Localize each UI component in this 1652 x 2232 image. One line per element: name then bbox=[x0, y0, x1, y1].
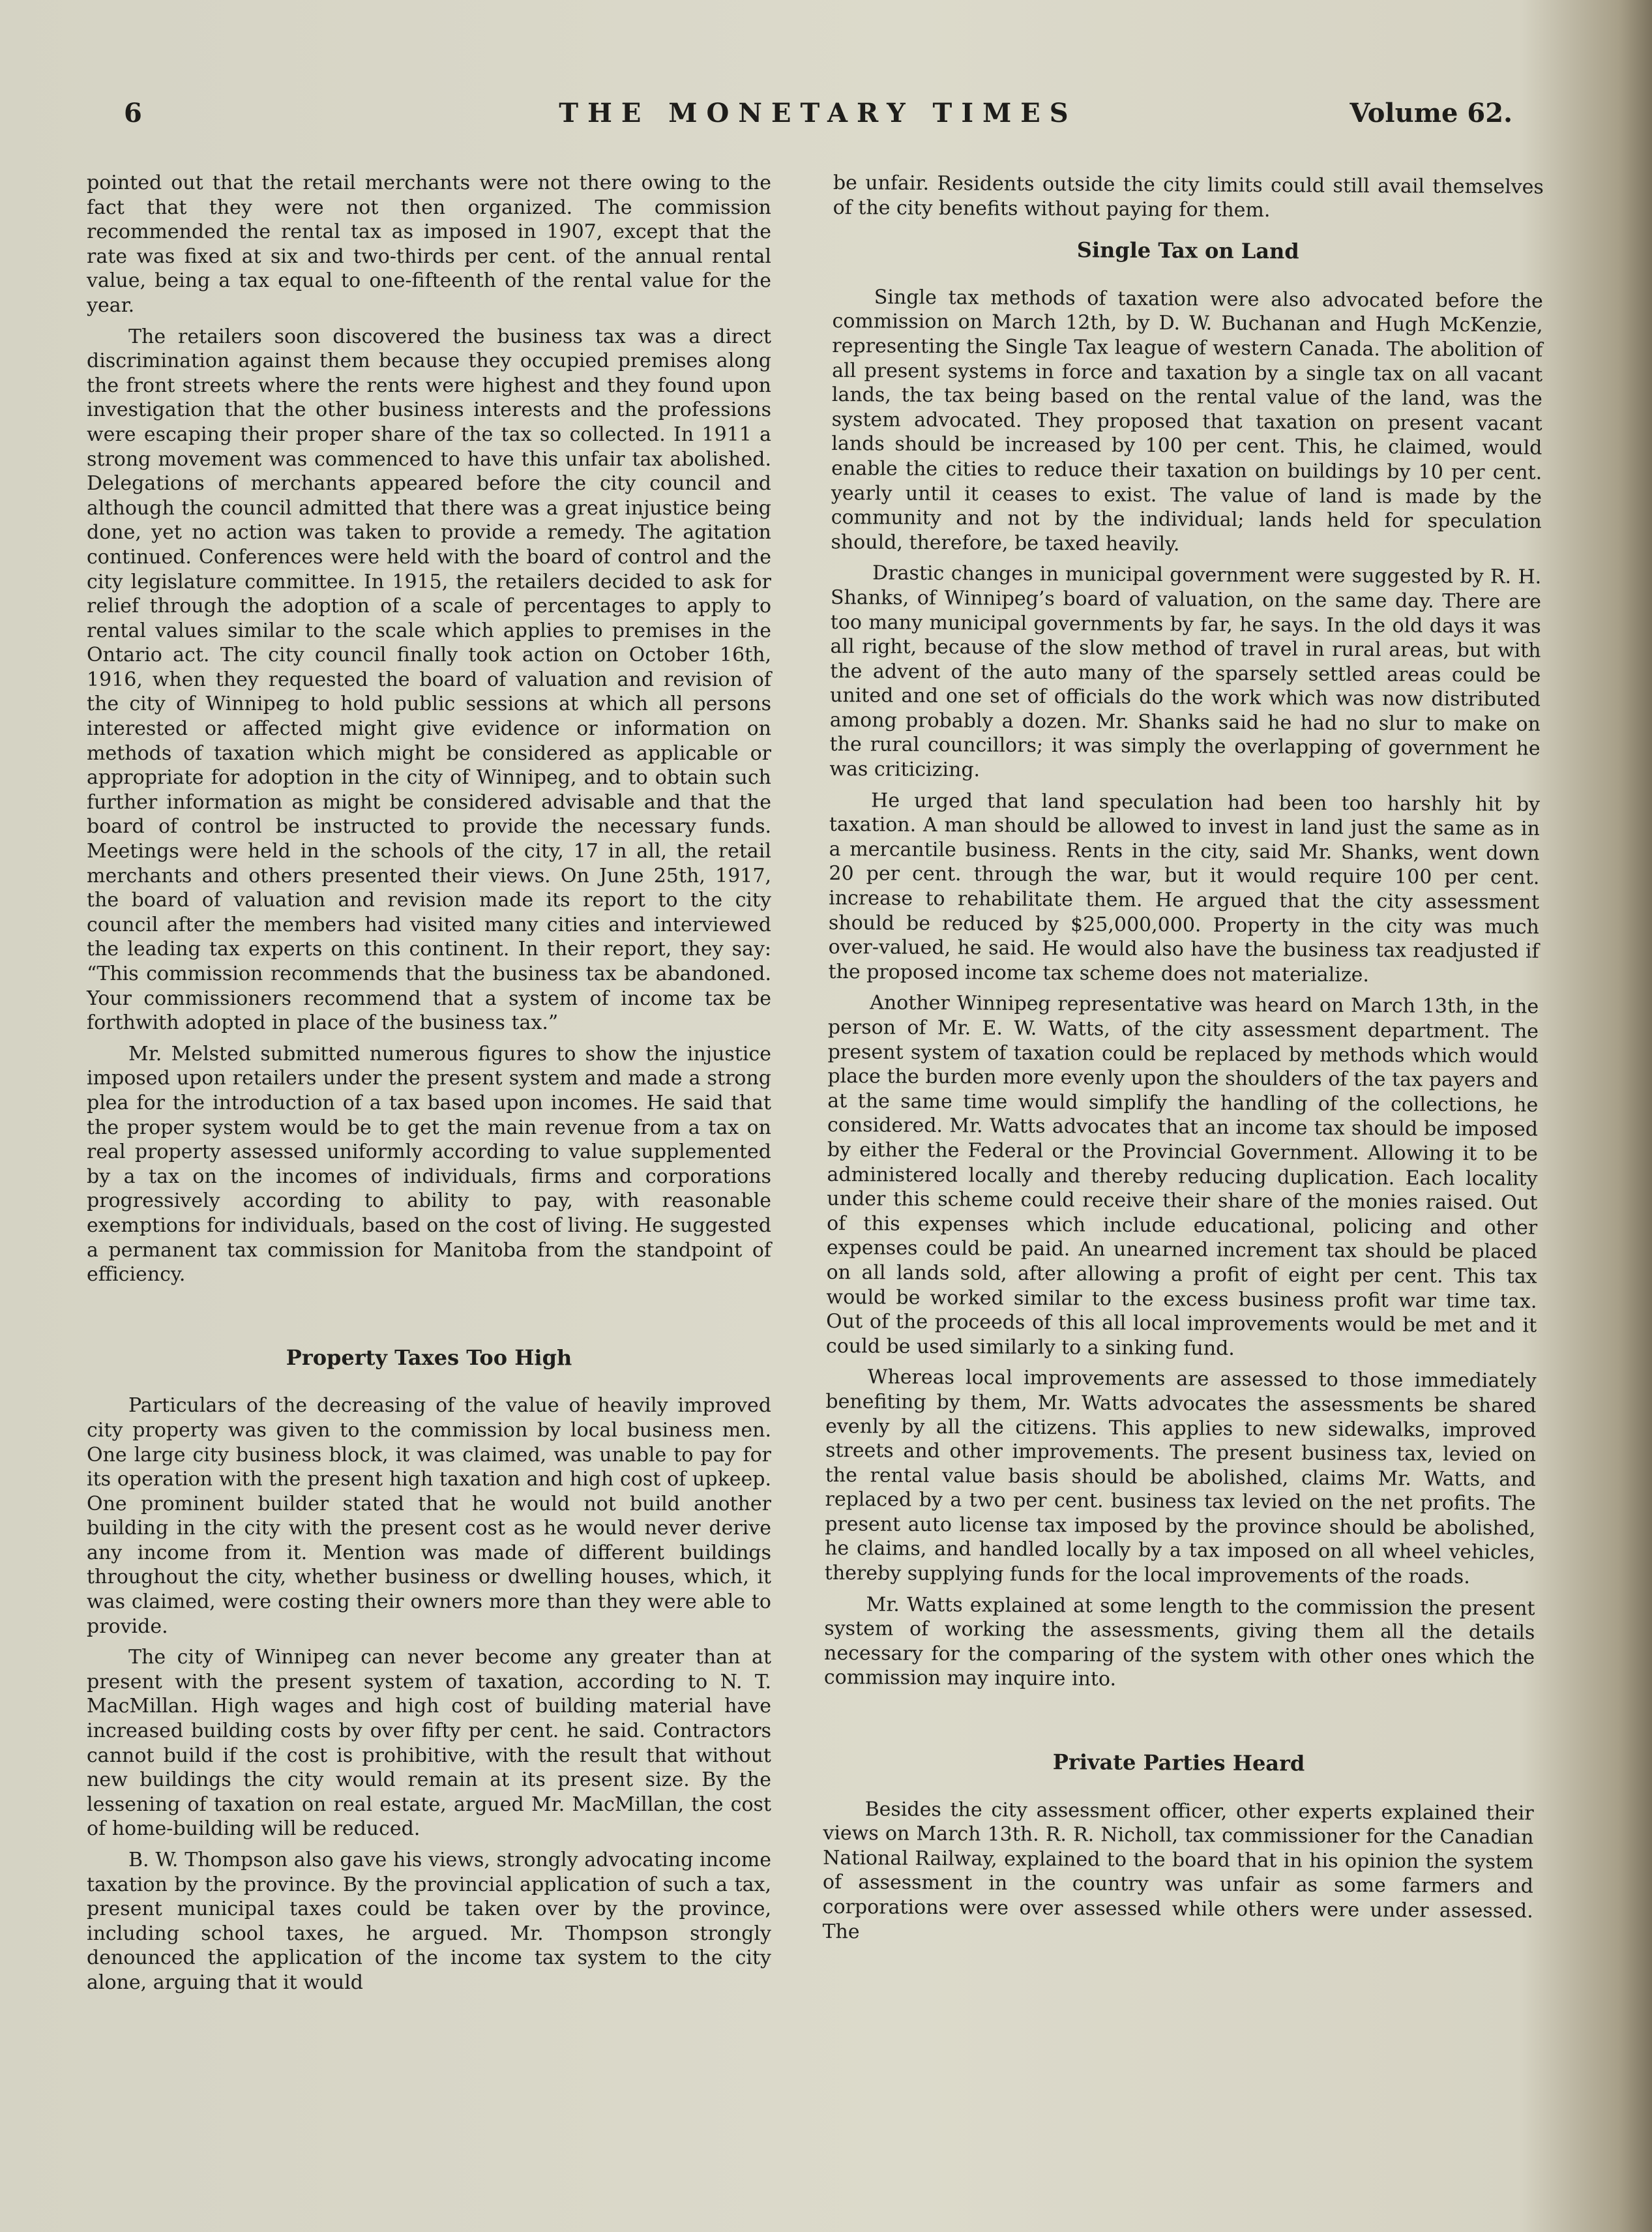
section-heading-property-taxes: Property Taxes Too High bbox=[286, 1345, 572, 1370]
paragraph: be unfair. Residents outside the city limits could still avail themselves of the city benefits without paying for them. bbox=[833, 171, 1544, 222]
paragraph: Particulars of the decreasing of the value of heavily improved city property was given to the commission by local business men. One large city business block, it was claimed, was unable to pay for its operation with the present high taxation and high cost of upkeep. One prominent builder stated that he would not build another building in the city with the present cost as he would never derive any income from it. Mention was made of different buildings throughout the city, whether business or dwelling houses, which, it was claimed, were costing their owners more than they were able to provide. bbox=[87, 1394, 771, 1638]
masthead-title: THE MONETARY TIMES bbox=[559, 98, 1078, 128]
paragraph: The city of Winnipeg can never become any greater than at present with the present system of taxation, according to N. T. MacMillan. High wages and high cost of building material have increased building costs by over fifty per cent. he said. Contractors cannot build if the cost is prohibitive, with the result that without new buildings the city would remain at its present size. By the lessening of taxation on real estate, argued Mr. MacMillan, the cost of home-building will be reduced. bbox=[87, 1646, 771, 1841]
paragraph: pointed out that the retail merchants were not there owing to the fact that they were not then organized. The commission recommended the rental tax as imposed in 1907, except that the rate was fixed at six and two-thirds per cent. of the annual rental value, being a tax equal to one-fifteenth of the rental value for the year. bbox=[87, 171, 771, 317]
section-heading-single-tax: Single Tax on Land bbox=[1076, 237, 1299, 264]
paragraph: Drastic changes in municipal government were suggested by R. H. Shanks, of Winnipeg’s board of valuation, on the same day. There are too many municipal governments by far, he says. In the old days it was all right, because of the slow method of travel in rural areas, but with the advent of the auto many of the sparsely settled areas could be united and one set of officials do the work which was now distributed among probably a dozen. Mr. Shanks said he had no slur to make on the rural councillors; it was simply the overlapping of government he was criticizing. bbox=[829, 561, 1542, 782]
paragraph: Besides the city assessment officer, other experts explained their views on March 13th. R. R. Nicholl, tax commissioner for the Canadian National Railway, explained to the board that in his opinion the system of assessment in the country was unfair as some farmers and corporations were over assessed while others were under assessed. The bbox=[822, 1797, 1534, 1943]
paragraph: Another Winnipeg representative was heard on March 13th, in the person of Mr. E. W. Watts, of the city assessment department. The present system of taxation could be replaced by methods which would place the burden more evenly upon the shoulders of the tax payers and at the same time would simplify the handling of the collections, he considered. Mr. Watts advocates that an income tax should be imposed by either the Federal or the Provincial Government. Allowing it to be administered locally and thereby reducing duplication. Each locality under this scheme could receive their share of the monies raised. Out of this expenses which include educational, policing and other expenses could be paid. An unearned increment tax should be placed on all lands sold, after allowing a profit of eight per cent. This tax would be worked similar to the excess business profit war time tax. Out of the proceeds of this all local improvements would be met and it could be used similarly to a sinking fund. bbox=[825, 991, 1539, 1360]
paragraph: Mr. Melsted submitted numerous figures to show the injustice imposed upon retailers under the present system and made a strong plea for the introduction of a tax based upon incomes. He said that the proper system would be to get the main revenue from a tax on real property assessed uniformly according to value supplemented by a tax on the incomes of individuals, firms and corporations progressively according to ability to pay, with reasonable exemptions for individuals, based on the cost of living. He suggested a permanent tax commission for Manitoba from the standpoint of efficiency. bbox=[87, 1042, 771, 1287]
paragraph: Single tax methods of taxation were also advocated before the commission on March 12th, by D. W. Buchanan and Hugh McKenzie, representing the Single Tax league of western Canada. The abolition of all present systems in force and taxation by a single tax on all vacant lands, the tax being based on the rental value of the land, was the system advocated. They proposed that taxation on present vacant lands should be increased by 100 per cent. This, he claimed, would enable the cities to reduce their taxation on buildings by 10 per cent. yearly until it ceases to exist. The value of land is made by the community and not by the individual; lands held for speculation should, therefore, be taxed heavily. bbox=[831, 286, 1543, 556]
paragraph: Whereas local improvements are assessed to those immediately benefiting by them, Mr. Watts advocates the assessments be shared evenly by all the citizens. This applies to new sidewalks, improved streets and other improvements. The present business tax, levied on the rental value basis should be abolished, claims Mr. Watts, and replaced by a two per cent. business tax levied on the net profits. The present auto license tax imposed by the province should be abolished, he claims, and handled locally by a tax imposed on all wheel vehicles, thereby supplying funds for the local improvements of the roads. bbox=[824, 1365, 1537, 1589]
paragraph: B. W. Thompson also gave his views, strongly advocating income taxation by the province. By the provincial application of such a tax, present municipal taxes could be taken over by the province, including school taxes, he argued. Mr. Thompson strongly denounced the application of the income tax system to the city alone, arguing that it would bbox=[87, 1849, 771, 1994]
right-column bbox=[822, 171, 1544, 1955]
page-header bbox=[124, 98, 1512, 143]
page-number: 6 bbox=[124, 98, 142, 128]
volume-label: Volume 62. bbox=[1350, 98, 1512, 128]
paragraph: Mr. Watts explained at some length to the commission the present system of working the assessments, giving them all the details necessary for the comparing of the system with other ones which the commission may inquire into. bbox=[823, 1593, 1535, 1691]
paragraph: He urged that land speculation had been too harshly hit by taxation. A man should be allowed to invest in land just the same as in a mercantile business. Rents in the city, said Mr. Shanks, went down 20 per cent. through the war, but it would require 100 per cent. increase to rehabilitate them. He argued that the city assessment should be reduced by $25,000,000. Property in the city was much over-valued, he said. He would also have the business tax readjusted if the proposed income tax scheme does not materialize. bbox=[828, 789, 1541, 987]
section-heading-private-parties: Private Parties Heard bbox=[1052, 1749, 1305, 1776]
paragraph: The retailers soon discovered the business tax was a direct discrimination against them because they occupied premises along the front streets where the rents were highest and they found upon investigation that the other business interests and the professions were escaping their proper share of the tax so collected. In 1911 a strong movement was commenced to have this unfair tax abolished. Delegations of merchants appeared before the city council and although the council admitted that there was a great injustice being done, yet no action was taken to provide a remedy. The agitation continued. Conferences were held with the board of control and the city legislature committee. In 1915, the retailers decided to ask for relief through the adoption of a scale of percentages to apply to rental values similar to the scale which applies to premises in the Ontario act. The city council finally took action on October 16th, 1916, when they requested the board of valuation and revision of the city of Winnipeg to hold public sessions at which all persons interested or affected might give evidence or information on methods of taxation which might be considered as applicable or appropriate for adoption in the city of Winnipeg, and to obtain such further information as might be considered advisable and that the board of control be instructed to provide the necessary funds. Meetings were held in the schools of the city, 17 in all, the retail merchants and others presented their views. On June 25th, 1917, the board of valuation and revision made its report to the city council after the members had visited many cities and interviewed the leading tax experts on this continent. In their report, they say: “This commission recommends that the business tax be abandoned. Your commissioners recommend that a system of income tax be forthwith adopted in place of the business tax.” bbox=[87, 325, 771, 1035]
left-column bbox=[87, 171, 771, 2002]
